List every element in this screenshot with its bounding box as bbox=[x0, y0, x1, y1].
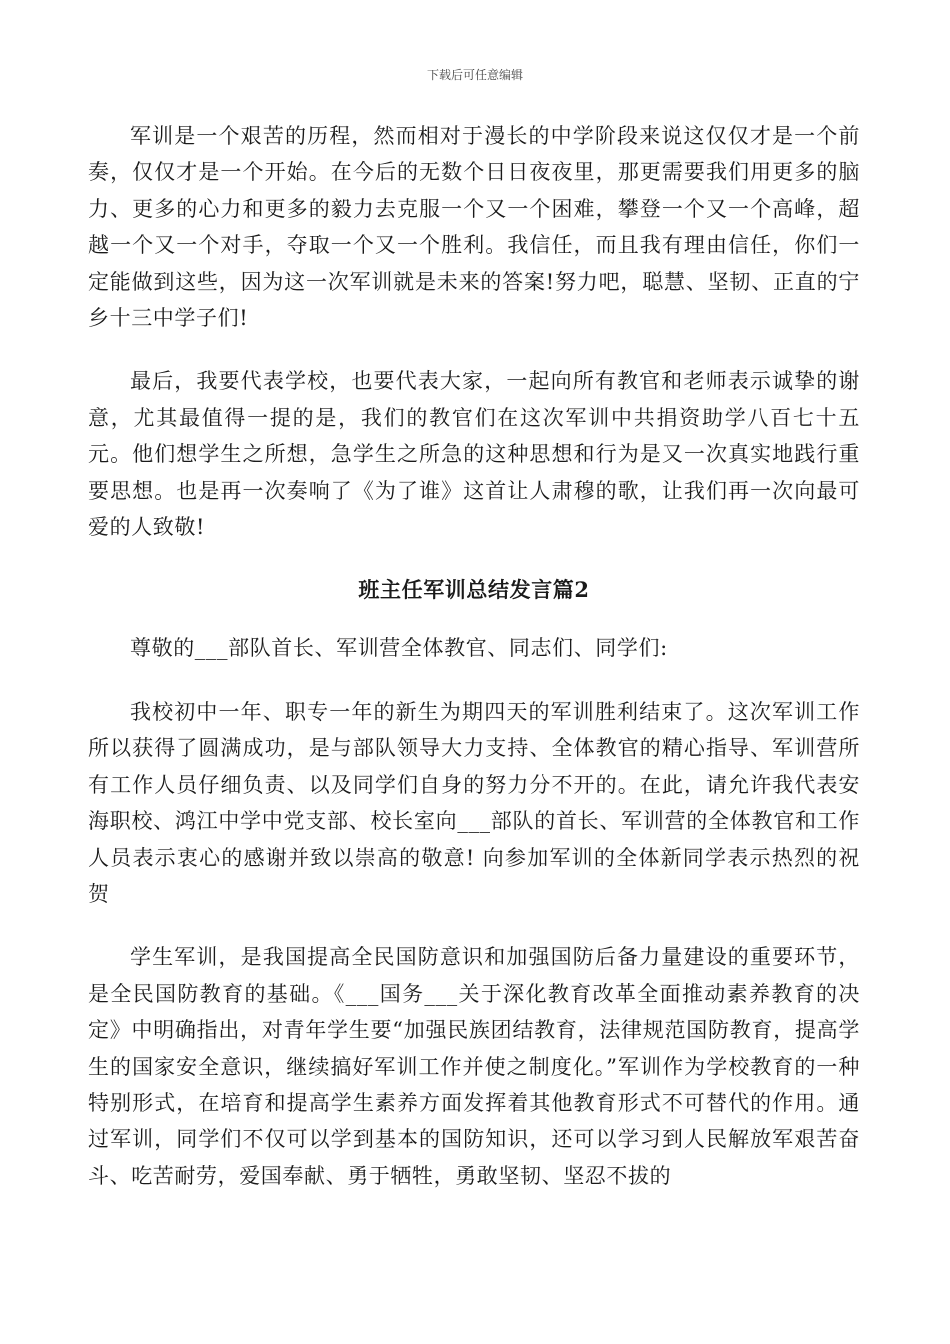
paragraph-salutation: 尊敬的___部队首长、军训营全体教官、同志们、同学们: bbox=[130, 636, 668, 661]
paragraph-training-concluded: 我校初中一年、职专一年的新生为期四天的军训胜利结束了。这次军训工作所以获得了圆满成功，是与部队领导大力支持、全体教官的精心指导、军训营所有工作人员仔细负责、以及同学们自身的努力分不开的。在此，请允许我代表安海职校、鸿江中学中党支部、校长室向___部队的首长、军训营的全体教官和工作人员表示衷心的感谢并致以崇高的敬意! 向参加军训的全体新同学表示热烈的祝贺 bbox=[88, 699, 860, 906]
paragraph-national-defense-education: 学生军训，是我国提高全民国防意识和加强国防后备力量建设的重要环节，是全民国防教育的基础。《___国务___关于深化教育改革全面推动素养教育的决定》中明确指出，对青年学生要“加强民族团结教育，法律规范国防教育，提高学生的国家安全意识，继续搞好军训工作并使之制度化。”军训作为学校教育的一种特别形式，在培育和提高学生素养方面发挥着其他教育形式不可替代的作用。通过军训，同学们不仅可以学到基本的国防知识，还可以学习到人民解放军艰苦奋斗、吃苦耐劳，爱国奉献、勇于牺牲，勇敢坚韧、坚忍不拔的 bbox=[88, 945, 860, 1188]
page-header-note: 下载后可任意编辑 bbox=[426, 68, 523, 82]
paragraph-military-training-journey: 军训是一个艰苦的历程，然而相对于漫长的中学阶段来说这仅仅才是一个前奏，仅仅才是一个开始。在今后的无数个日日夜夜里，那更需要我们用更多的脑力、更多的心力和更多的毅力去克服一个又一个困难，攀登一个又一个高峰，超越一个又一个对手，夺取一个又一个胜利。我信任，而且我有理由信任，你们一定能做到这些，因为这一次军训就是未来的答案!努力吧，聪慧、坚韧、正直的宁乡十三中学子们! bbox=[88, 124, 860, 331]
section-title: 班主任军训总结发言篇2 bbox=[358, 577, 590, 603]
paragraph-thanks-to-instructors: 最后，我要代表学校，也要代表大家，一起向所有教官和老师表示诚挚的谢意，尤其最值得一提的是，我们的教官们在这次军训中共捐资助学八百七十五元。他们想学生之所想，急学生之所急的这种思想和行为是又一次真实地践行重要思想。也是再一次奏响了《为了谁》这首让人肃穆的歌，让我们再一次向最可爱的人致敬! bbox=[88, 369, 860, 540]
document-body bbox=[88, 118, 860, 1194]
